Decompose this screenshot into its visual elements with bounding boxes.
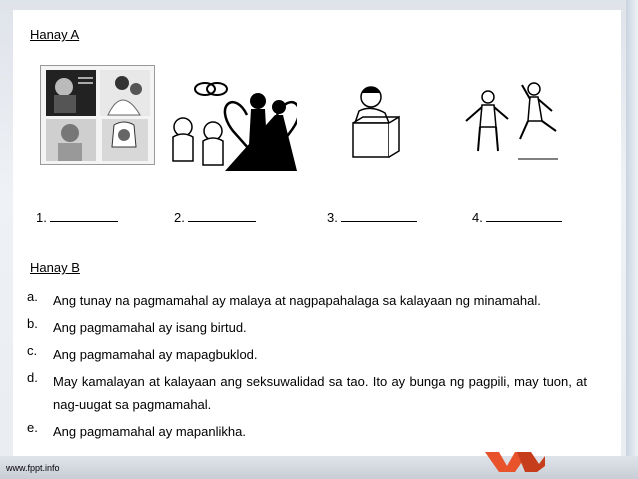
blank-1[interactable] [36, 209, 118, 225]
item-text: Ang pagmamahal ay mapagbuklod. [53, 347, 258, 362]
statement-list [27, 289, 587, 447]
item-text: May kamalayan at kalayaan ang seksuwalidad sa tao. Ito ay bunga ng pagpili, may tuon, at nag-uugat sa pagmamahal. [53, 374, 587, 412]
blank-4[interactable] [472, 209, 562, 225]
list-item [27, 289, 587, 312]
child-in-box-icon [343, 83, 403, 163]
item-text: Ang pagmamahal ay mapanlikha. [53, 424, 246, 439]
answer-blanks [13, 209, 621, 229]
blank-number: 3. [327, 210, 338, 225]
blank-3[interactable] [327, 209, 417, 225]
item-letter: d. [27, 370, 38, 385]
hanay-b-heading: Hanay B [30, 260, 80, 275]
collage-photo-icon [40, 65, 155, 165]
item-letter: e. [27, 420, 38, 435]
slide-edge-decoration [626, 0, 638, 479]
item-letter: c. [27, 343, 38, 358]
list-item [27, 420, 587, 443]
blank-number: 1. [36, 210, 47, 225]
item-letter: b. [27, 316, 38, 331]
list-item [27, 370, 587, 416]
list-item [27, 316, 587, 339]
footer-site-link[interactable]: www.fppt.info [6, 463, 60, 473]
blank-number: 2. [174, 210, 185, 225]
list-item [27, 343, 587, 366]
item-text: Ang tunay na pagmamahal ay malaya at nagpapahalaga sa kalayaan ng minamahal. [53, 293, 541, 308]
hanay-a-heading: Hanay A [30, 27, 80, 42]
fppt-logo-icon [485, 452, 545, 472]
blank-2[interactable] [174, 209, 256, 225]
item-letter: a. [27, 289, 38, 304]
blank-number: 4. [472, 210, 483, 225]
picture-row [13, 65, 621, 175]
slide-content [13, 10, 621, 456]
wedding-babies-icon [165, 75, 297, 171]
item-text: Ang pagmamahal ay isang birtud. [53, 320, 247, 335]
jumping-boys-icon [458, 81, 568, 171]
